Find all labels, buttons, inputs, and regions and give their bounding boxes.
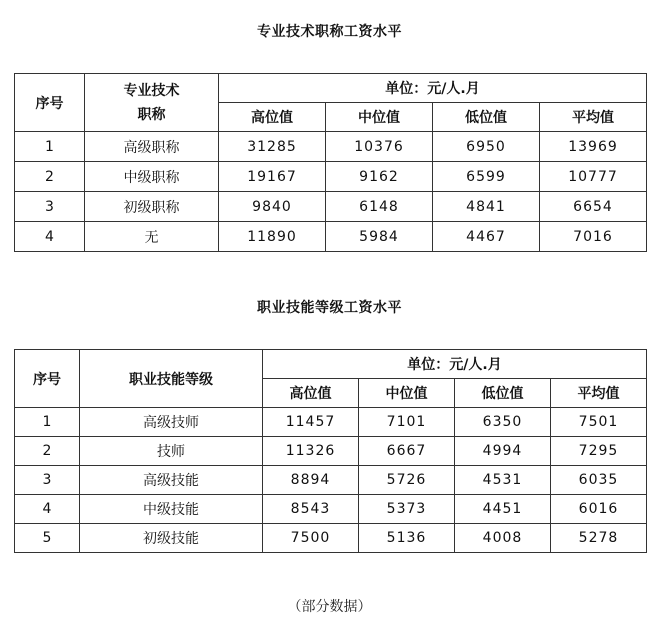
- cell-median: 5373: [359, 495, 455, 524]
- cell-high: 11457: [263, 408, 359, 437]
- cell-high: 8894: [263, 466, 359, 495]
- header-category: 职业技能等级: [80, 350, 263, 408]
- header-unit: 单位：元/人.月: [263, 350, 647, 379]
- row-index: 3: [15, 192, 85, 222]
- row-index: 4: [15, 495, 80, 524]
- cell-high: 11326: [263, 437, 359, 466]
- row-name: 高级职称: [85, 132, 219, 162]
- table2-title: 职业技能等级工资水平: [257, 300, 402, 316]
- table-row: [15, 192, 647, 222]
- table-row: [15, 524, 647, 553]
- cell-low: 4451: [455, 495, 551, 524]
- professional-title-salary-table: [14, 73, 647, 252]
- cell-median: 9162: [326, 162, 433, 192]
- row-name: 高级技能: [80, 466, 263, 495]
- cell-low: 4841: [433, 192, 540, 222]
- header-low: 低位值: [455, 379, 551, 408]
- cell-average: 13969: [540, 132, 647, 162]
- table1-title: 专业技术职称工资水平: [257, 24, 402, 40]
- cell-average: 6035: [551, 466, 647, 495]
- cell-median: 7101: [359, 408, 455, 437]
- row-name: 高级技师: [80, 408, 263, 437]
- table-row: [15, 162, 647, 192]
- cell-high: 9840: [219, 192, 326, 222]
- row-name: 中级职称: [85, 162, 219, 192]
- cell-average: 6016: [551, 495, 647, 524]
- cell-median: 6148: [326, 192, 433, 222]
- cell-low: 4531: [455, 466, 551, 495]
- cell-high: 19167: [219, 162, 326, 192]
- cell-low: 6350: [455, 408, 551, 437]
- cell-average: 5278: [551, 524, 647, 553]
- table-row: [15, 132, 647, 162]
- header-high: 高位值: [263, 379, 359, 408]
- cell-average: 7295: [551, 437, 647, 466]
- row-index: 2: [15, 437, 80, 466]
- cell-high: 31285: [219, 132, 326, 162]
- header-high: 高位值: [219, 103, 326, 132]
- row-name: 无: [85, 222, 219, 252]
- table-row: [15, 222, 647, 252]
- cell-high: 8543: [263, 495, 359, 524]
- cell-average: 7501: [551, 408, 647, 437]
- cell-median: 10376: [326, 132, 433, 162]
- cell-low: 4994: [455, 437, 551, 466]
- header-median: 中位值: [326, 103, 433, 132]
- header-category: [85, 74, 219, 132]
- row-index: 3: [15, 466, 80, 495]
- row-name: 中级技能: [80, 495, 263, 524]
- row-index: 1: [15, 132, 85, 162]
- cell-average: 7016: [540, 222, 647, 252]
- row-index: 4: [15, 222, 85, 252]
- row-name: 初级职称: [85, 192, 219, 222]
- cell-average: 6654: [540, 192, 647, 222]
- header-category-line2: 职称: [137, 106, 166, 123]
- header-index: 序号: [15, 350, 80, 408]
- table-row: [15, 495, 647, 524]
- row-index: 1: [15, 408, 80, 437]
- header-average: 平均值: [551, 379, 647, 408]
- cell-average: 10777: [540, 162, 647, 192]
- vocational-skill-salary-table: [14, 349, 647, 553]
- cell-high: 11890: [219, 222, 326, 252]
- cell-median: 6667: [359, 437, 455, 466]
- row-name: 初级技能: [80, 524, 263, 553]
- cell-median: 5726: [359, 466, 455, 495]
- row-name: 技师: [80, 437, 263, 466]
- header-low: 低位值: [433, 103, 540, 132]
- table-row: [15, 437, 647, 466]
- row-index: 5: [15, 524, 80, 553]
- table-row: [15, 408, 647, 437]
- header-index: 序号: [15, 74, 85, 132]
- cell-low: 4008: [455, 524, 551, 553]
- cell-low: 4467: [433, 222, 540, 252]
- cell-low: 6599: [433, 162, 540, 192]
- table-row: [15, 466, 647, 495]
- cell-high: 7500: [263, 524, 359, 553]
- footnote: （部分数据）: [287, 599, 372, 615]
- header-median: 中位值: [359, 379, 455, 408]
- cell-low: 6950: [433, 132, 540, 162]
- header-category-line1: 专业技术: [123, 82, 180, 99]
- header-unit: 单位：元/人.月: [219, 74, 647, 103]
- header-average: 平均值: [540, 103, 647, 132]
- cell-median: 5136: [359, 524, 455, 553]
- cell-median: 5984: [326, 222, 433, 252]
- row-index: 2: [15, 162, 85, 192]
